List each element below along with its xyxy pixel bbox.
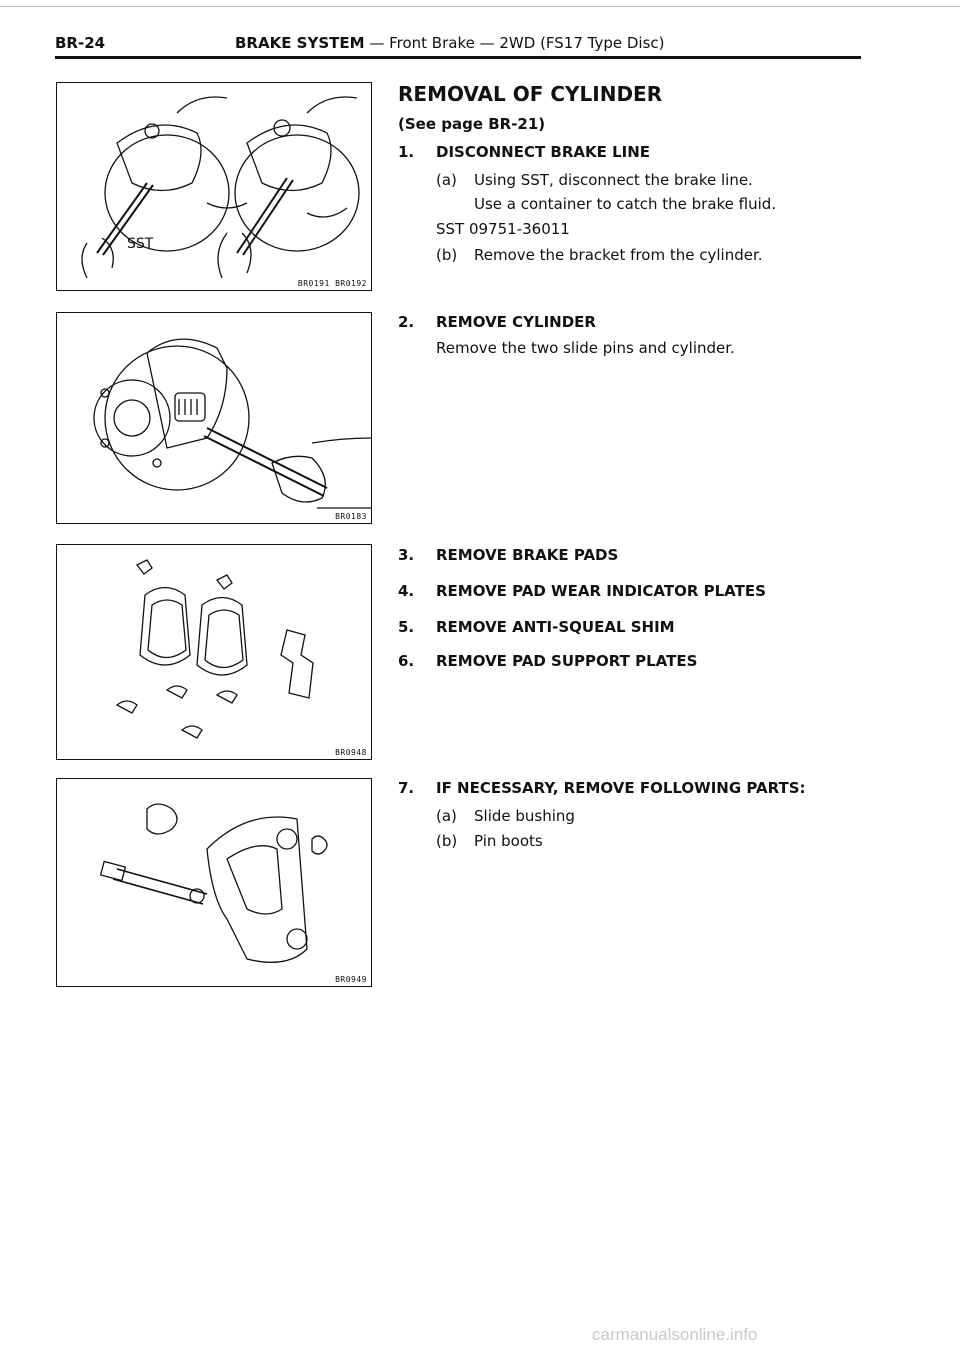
step-title: REMOVE ANTI-SQUEAL SHIM <box>436 618 675 636</box>
step-1-heading <box>398 142 650 162</box>
sub-label: (a) <box>436 807 457 825</box>
page-header <box>55 34 861 56</box>
figure-disconnect-brake-line <box>56 82 372 291</box>
step-number: 5. <box>398 618 415 636</box>
step-3-heading <box>398 545 618 565</box>
step-number: 6. <box>398 652 415 670</box>
step-1a-note: Use a container to catch the brake fluid. <box>474 195 777 213</box>
step-title: REMOVE PAD WEAR INDICATOR PLATES <box>436 582 766 600</box>
section-subtitle: — Front Brake — 2WD (FS17 Type Disc) <box>364 34 665 52</box>
page-title <box>235 34 665 52</box>
step-2-text: Remove the two slide pins and cylinder. <box>436 339 735 357</box>
step-number: 3. <box>398 546 415 564</box>
illustration-remove-cylinder <box>57 313 371 523</box>
page-number: BR-24 <box>55 34 106 52</box>
step-number: 1. <box>398 143 415 161</box>
step-7-heading <box>398 778 806 798</box>
step-7b <box>436 831 543 851</box>
figure-caption: BR0183 <box>335 512 367 521</box>
illustration-brake-pads <box>57 545 371 759</box>
illustration-disconnect-brake-line <box>57 83 371 290</box>
step-title: IF NECESSARY, REMOVE FOLLOWING PARTS: <box>436 779 806 797</box>
sub-label: (a) <box>436 171 457 189</box>
step-title: REMOVE PAD SUPPORT PLATES <box>436 652 698 670</box>
step-4-heading <box>398 581 766 601</box>
see-page-reference: (See page BR-21) <box>398 115 546 133</box>
illustration-slide-bushing-boots <box>57 779 371 986</box>
sub-text: Pin boots <box>474 832 543 850</box>
header-rule <box>55 56 861 59</box>
step-6-heading <box>398 651 697 671</box>
step-7a <box>436 806 575 826</box>
section-heading: REMOVAL OF CYLINDER <box>398 82 663 106</box>
step-title: REMOVE CYLINDER <box>436 313 596 331</box>
step-number: 7. <box>398 779 415 797</box>
figure-brake-pads <box>56 544 372 760</box>
section-title: BRAKE SYSTEM <box>235 34 365 52</box>
sub-label: (b) <box>436 246 458 264</box>
figure-slide-bushing-boots <box>56 778 372 987</box>
step-1a <box>436 170 753 190</box>
sub-text: Using SST, disconnect the brake line. <box>474 171 753 189</box>
step-number: 2. <box>398 313 415 331</box>
figure-caption: BR0191 BR0192 <box>297 279 367 288</box>
sub-label: (b) <box>436 832 458 850</box>
sst-label: SST <box>127 236 154 252</box>
top-scan-line <box>0 6 960 7</box>
sst-number: SST 09751-36011 <box>436 220 570 238</box>
step-title: REMOVE BRAKE PADS <box>436 546 619 564</box>
step-1b <box>436 245 763 265</box>
watermark-text: carmanualsonline.info <box>592 1325 758 1344</box>
sub-text: Slide bushing <box>474 807 575 825</box>
step-5-heading <box>398 617 675 637</box>
figure-caption: BR0948 <box>335 748 367 757</box>
sub-text: Remove the bracket from the cylinder. <box>474 246 763 264</box>
figure-remove-cylinder <box>56 312 372 524</box>
step-number: 4. <box>398 582 415 600</box>
step-2-heading <box>398 312 596 332</box>
figure-caption: BR0949 <box>335 975 367 984</box>
step-title: DISCONNECT BRAKE LINE <box>436 143 651 161</box>
